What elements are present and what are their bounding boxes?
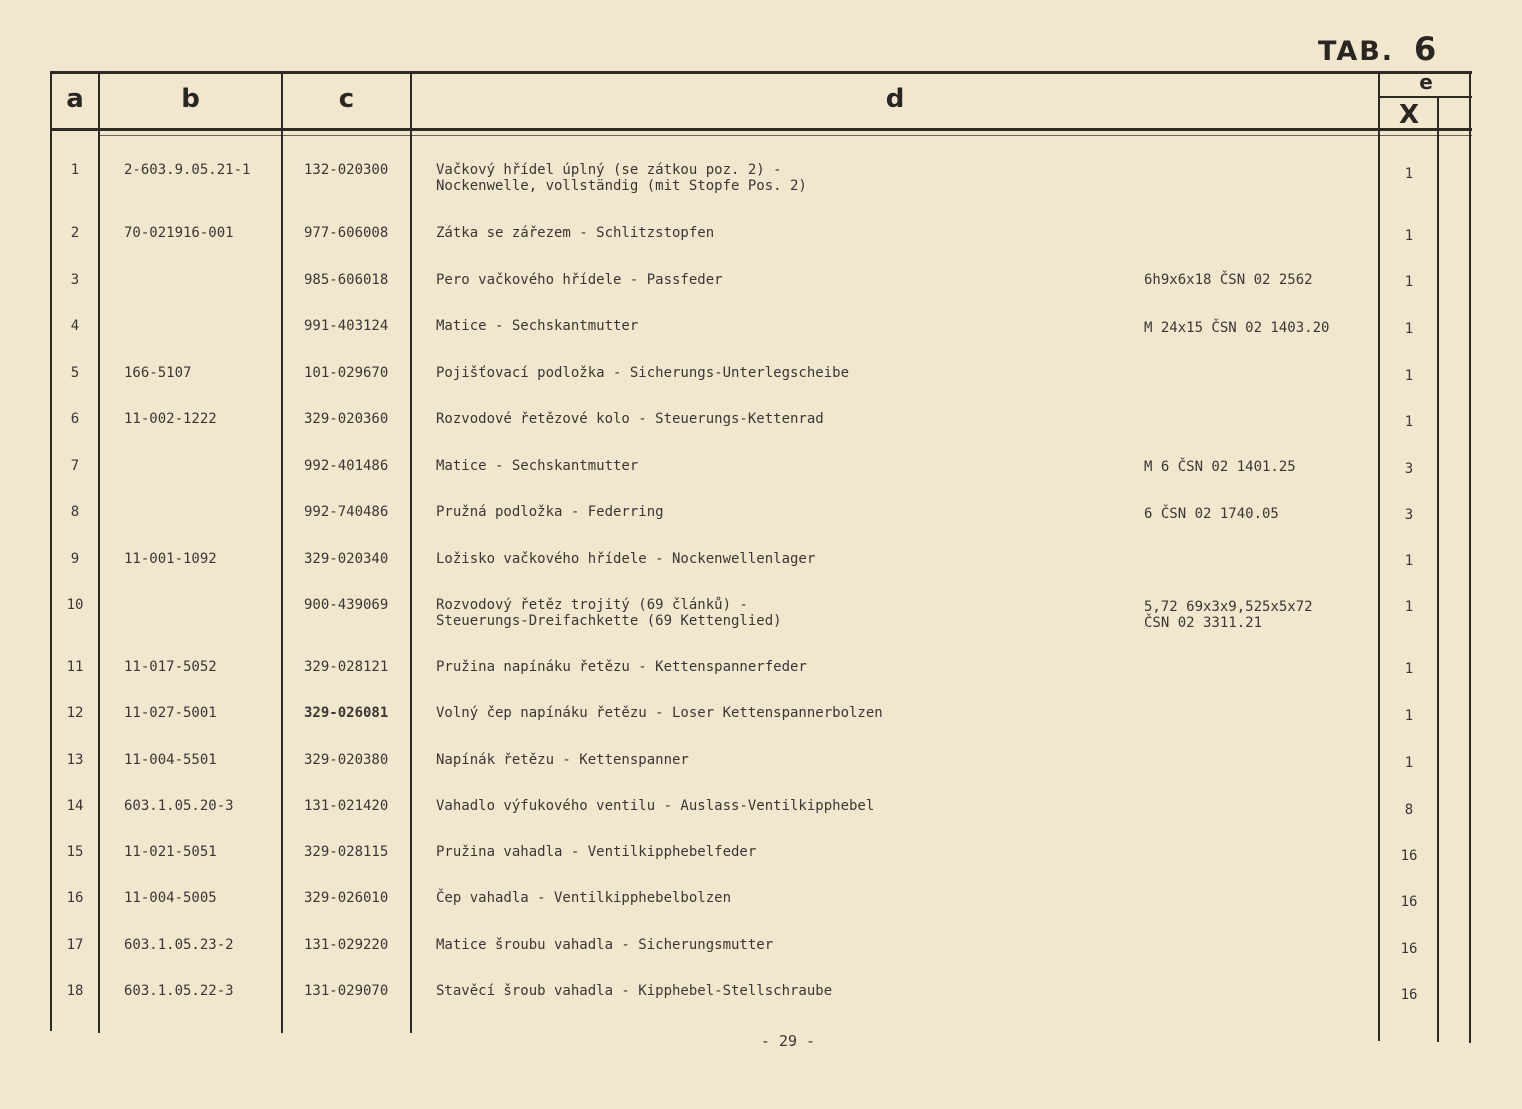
row-position: 17: [66, 937, 84, 953]
row-part-number: 329-026081: [304, 705, 389, 721]
row-position: 4: [70, 318, 80, 334]
table-row: [0, 225, 1522, 265]
row-description: Matice - Sechskantmutter: [436, 458, 639, 474]
table-row: [0, 411, 1522, 451]
row-code-b: 2-603.9.05.21-1: [124, 162, 251, 178]
table-top-border: [50, 71, 1472, 74]
row-quantity: 1: [1404, 321, 1414, 337]
header-col-b: b: [181, 84, 200, 114]
table-row: [0, 798, 1522, 838]
row-part-number: 131-029220: [304, 937, 389, 953]
row-part-number: 329-028121: [304, 659, 389, 675]
row-code-b: 603.1.05.20-3: [124, 798, 234, 814]
row-quantity: 16: [1400, 894, 1418, 910]
table-row: [0, 844, 1522, 884]
header-col-a: a: [66, 84, 84, 114]
row-part-number: 985-606018: [304, 272, 389, 288]
row-standard: 6 ČSN 02 1740.05: [1144, 506, 1279, 522]
row-position: 7: [70, 458, 80, 474]
table-row: [0, 597, 1522, 637]
row-quantity: 16: [1400, 941, 1418, 957]
row-position: 14: [66, 798, 84, 814]
header-col-x: X: [1398, 100, 1420, 130]
row-position: 16: [66, 890, 84, 906]
row-position: 5: [70, 365, 80, 381]
row-position: 15: [66, 844, 84, 860]
table-row: [0, 318, 1522, 358]
row-part-number: 900-439069: [304, 597, 389, 613]
row-description: Pružina napínáku řetězu - Kettenspannerfeder: [436, 659, 807, 675]
row-position: 13: [66, 752, 84, 768]
table-row: [0, 890, 1522, 930]
row-quantity: 3: [1404, 507, 1414, 523]
row-position: 8: [70, 504, 80, 520]
table-row: [0, 659, 1522, 699]
row-part-number: 329-026010: [304, 890, 389, 906]
row-part-number: 992-401486: [304, 458, 389, 474]
row-description: Napínák řetězu - Kettenspanner: [436, 752, 689, 768]
row-quantity: 1: [1404, 228, 1414, 244]
row-position: 6: [70, 411, 80, 427]
row-quantity: 16: [1400, 987, 1418, 1003]
row-part-number: 991-403124: [304, 318, 389, 334]
row-part-number: 329-020380: [304, 752, 389, 768]
row-part-number: 977-606008: [304, 225, 389, 241]
row-position: 12: [66, 705, 84, 721]
table-row: [0, 504, 1522, 544]
row-position: 18: [66, 983, 84, 999]
row-code-b: 11-002-1222: [124, 411, 217, 427]
row-position: 11: [66, 659, 84, 675]
row-description: Vačkový hřídel úplný (se zátkou poz. 2) - Nockenwelle, vollständig (mit Stopfe Pos. 2): [436, 162, 807, 194]
row-description: Pojišťovací podložka - Sicherungs-Unterlegscheibe: [436, 365, 850, 381]
row-part-number: 329-028115: [304, 844, 389, 860]
row-description: Vahadlo výfukového ventilu - Auslass-Ventilkipphebel: [436, 798, 875, 814]
header-double-rule: [98, 135, 1472, 136]
row-code-b: 11-027-5001: [124, 705, 217, 721]
row-quantity: 1: [1404, 553, 1414, 569]
table-row: [0, 752, 1522, 792]
row-code-b: 11-001-1092: [124, 551, 217, 567]
row-description: Rozvodový řetěz trojitý (69 článků) - Steuerungs-Dreifachkette (69 Kettenglied): [436, 597, 782, 629]
row-code-b: 11-017-5052: [124, 659, 217, 675]
row-quantity: 1: [1404, 368, 1414, 384]
row-part-number: 101-029670: [304, 365, 389, 381]
row-code-b: 603.1.05.22-3: [124, 983, 234, 999]
row-quantity: 1: [1404, 599, 1414, 615]
row-standard: M 24x15 ČSN 02 1403.20: [1144, 320, 1330, 336]
row-quantity: 1: [1404, 661, 1414, 677]
row-description: Čep vahadla - Ventilkipphebelbolzen: [436, 890, 732, 906]
row-quantity: 1: [1404, 708, 1414, 724]
table-row: [0, 458, 1522, 498]
row-standard: 5,72 69x3x9,525x5x72 ČSN 02 3311.21: [1144, 599, 1313, 631]
row-position: 3: [70, 272, 80, 288]
row-description: Zátka se zářezem - Schlitzstopfen: [436, 225, 715, 241]
row-position: 10: [66, 597, 84, 613]
row-quantity: 1: [1404, 274, 1414, 290]
row-position: 2: [70, 225, 80, 241]
header-col-e: e: [1419, 70, 1433, 94]
row-position: 1: [70, 162, 80, 178]
table-row: [0, 937, 1522, 977]
table-row: [0, 272, 1522, 312]
row-part-number: 329-020360: [304, 411, 389, 427]
row-part-number: 132-020300: [304, 162, 389, 178]
tab-number: 6: [1414, 30, 1437, 68]
row-description: Ložisko vačkového hřídele - Nockenwellenlager: [436, 551, 816, 567]
row-quantity: 1: [1404, 755, 1414, 771]
row-quantity: 1: [1404, 414, 1414, 430]
header-col-c: c: [338, 84, 355, 114]
row-part-number: 131-029070: [304, 983, 389, 999]
row-standard: 6h9x6x18 ČSN 02 2562: [1144, 272, 1313, 288]
row-description: Matice - Sechskantmutter: [436, 318, 639, 334]
row-description: Pružná podložka - Federring: [436, 504, 664, 520]
header-bottom-border: [50, 128, 1472, 131]
row-code-b: 70-021916-001: [124, 225, 234, 241]
row-part-number: 329-020340: [304, 551, 389, 567]
row-quantity: 8: [1404, 802, 1414, 818]
tab-label: TAB.: [1318, 36, 1395, 67]
row-code-b: 11-021-5051: [124, 844, 217, 860]
row-description: Matice šroubu vahadla - Sicherungsmutter: [436, 937, 774, 953]
row-quantity: 16: [1400, 848, 1418, 864]
header-col-d: d: [885, 84, 905, 114]
row-position: 9: [70, 551, 80, 567]
row-code-b: 166-5107: [124, 365, 192, 381]
row-quantity: 3: [1404, 461, 1414, 477]
page-number: - 29 -: [760, 1032, 816, 1050]
table-row: [0, 551, 1522, 591]
row-code-b: 11-004-5501: [124, 752, 217, 768]
row-description: Pružina vahadla - Ventilkipphebelfeder: [436, 844, 757, 860]
row-standard: M 6 ČSN 02 1401.25: [1144, 459, 1296, 475]
row-code-b: 11-004-5005: [124, 890, 217, 906]
row-description: Stavěcí šroub vahadla - Kipphebel-Stellschraube: [436, 983, 833, 999]
table-row: [0, 705, 1522, 745]
row-description: Volný čep napínáku řetězu - Loser Kettenspannerbolzen: [436, 705, 883, 721]
table-row: [0, 365, 1522, 405]
table-row: [0, 983, 1522, 1023]
row-code-b: 603.1.05.23-2: [124, 937, 234, 953]
header-inner-border: [1380, 96, 1472, 98]
row-part-number: 992-740486: [304, 504, 389, 520]
row-part-number: 131-021420: [304, 798, 389, 814]
row-description: Pero vačkového hřídele - Passfeder: [436, 272, 723, 288]
row-description: Rozvodové řetězové kolo - Steuerungs-Kettenrad: [436, 411, 824, 427]
table-row: [0, 162, 1522, 202]
row-quantity: 1: [1404, 166, 1414, 182]
